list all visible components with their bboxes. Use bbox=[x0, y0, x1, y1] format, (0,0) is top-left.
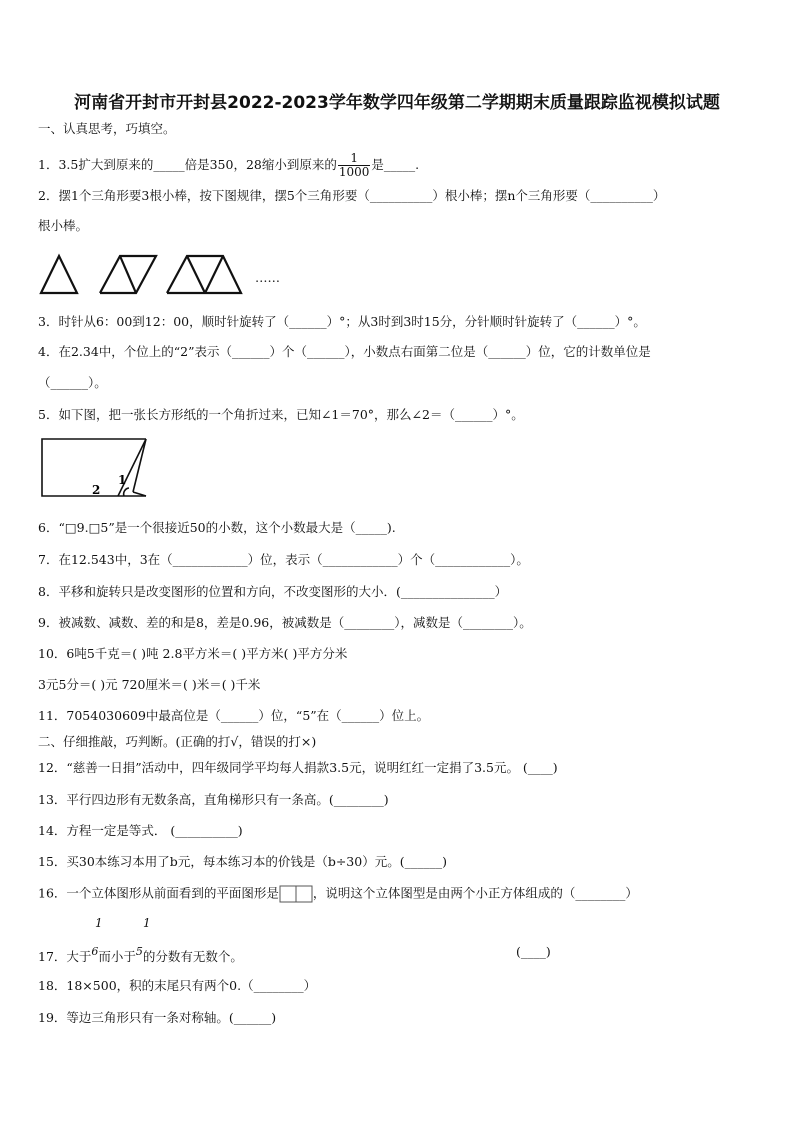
section-2-heading: 二、仔细推敲，巧判断。(正确的打√，错误的打×) bbox=[38, 734, 317, 749]
triangle-group-1 bbox=[41, 256, 77, 293]
question-6: 6．“□9.□5”是一个很接近50的小数，这个小数最大是（_____). bbox=[38, 520, 396, 535]
question-17-text-middle: 而小于 bbox=[98, 949, 136, 964]
two-squares-icon bbox=[279, 885, 313, 903]
question-9: 9．被减数、减数、差的和是8，差是0.96，被减数是（________），减数是（________）。 bbox=[38, 615, 532, 630]
question-12: 12．“慈善一日捐”活动中，四年级同学平均每人捐款3.5元，说明红红一定捐了3.5元。 (____) bbox=[38, 760, 558, 775]
question-7: 7．在12.543中，3在（____________）位，表示（____________）个（____________）。 bbox=[38, 552, 529, 567]
question-15: 15．买30本练习本用了b元，每本练习本的价钱是（b÷30）元。(______) bbox=[38, 854, 447, 869]
question-1-text-after: 是_____. bbox=[371, 157, 420, 172]
fold-line bbox=[118, 439, 146, 496]
question-4-line-2: （______）。 bbox=[38, 375, 107, 390]
ellipsis-dots: …… bbox=[255, 270, 280, 285]
question-16-text-after: ，说明这个立体图型是由两个小正方体组成的（________） bbox=[312, 885, 638, 901]
fraction-denominator: 1000 bbox=[338, 165, 370, 179]
question-3: 3．时针从6：00到12：00，顺时针旋转了（______）°；从3时到3时15分，分针顺时针旋转了（______）°。 bbox=[38, 314, 646, 329]
question-13: 13．平行四边形有无数条高，直角梯形只有一条高。(________) bbox=[38, 792, 389, 807]
fraction-1-6-numerator: 1 bbox=[95, 916, 103, 930]
question-17-text-after: 的分数有无数个。 bbox=[142, 949, 243, 964]
fraction-1-5-denominator: 5 bbox=[135, 945, 143, 958]
section-1-heading: 一、认真思考，巧填空。 bbox=[38, 121, 176, 136]
triangle-group-2 bbox=[100, 256, 156, 293]
triangle-sticks-figure bbox=[36, 250, 286, 298]
folded-paper-figure bbox=[38, 436, 158, 500]
question-1 bbox=[38, 152, 419, 179]
question-16 bbox=[38, 885, 638, 903]
question-19: 19．等边三角形只有一条对称轴。(______) bbox=[38, 1010, 277, 1025]
question-2-line-1: 2．摆1个三角形要3根小棒，按下图规律，摆5个三角形要（__________）根小棒；摆n个三角形要（__________） bbox=[38, 188, 666, 203]
angle-2-label: 2 bbox=[92, 483, 101, 497]
question-18: 18．18×500，积的末尾只有两个0.（________） bbox=[38, 978, 317, 993]
question-8: 8．平移和旋转只是改变图形的位置和方向，不改变图形的大小．(_______________） bbox=[38, 584, 508, 599]
question-10-line-1: 10．6吨5千克＝( )吨 2.8平方米＝( )平方米( )平方分米 bbox=[38, 646, 348, 661]
question-10-line-2: 3元5分＝( )元 720厘米＝( )米＝( )千米 bbox=[38, 677, 261, 692]
question-11: 11．7054030609中最高位是（______）位，“5”在（______）位上。 bbox=[38, 708, 430, 723]
question-2-line-2: 根小棒。 bbox=[38, 218, 89, 233]
page-title: 河南省开封市开封县2022-2023学年数学四年级第二学期期末质量跟踪监视模拟试题 bbox=[74, 93, 720, 113]
question-17-answer-blank: (____) bbox=[516, 944, 551, 959]
fraction-1-6-denominator: 6 bbox=[91, 945, 99, 958]
angle-2-arc bbox=[124, 488, 129, 496]
fraction-1-1000 bbox=[338, 152, 371, 179]
folded-edge bbox=[133, 439, 146, 492]
question-14: 14．方程一定是等式． (__________) bbox=[38, 823, 243, 838]
question-16-text-before: 16．一个立体图形从前面看到的平面图形是 bbox=[38, 885, 279, 901]
question-17 bbox=[38, 944, 243, 965]
fraction-numerator: 1 bbox=[338, 152, 371, 166]
triangle-group-3 bbox=[167, 256, 241, 293]
angle-1-label: 1 bbox=[118, 473, 127, 487]
question-4-line-1: 4．在2.34中，个位上的“2”表示（______）个（______），小数点右面第二位是（______）位，它的计数单位是 bbox=[38, 344, 651, 359]
question-17-text-before: 17．大于 bbox=[38, 949, 92, 964]
question-1-text-before: 1．3.5扩大到原来的_____倍是350，28缩小到原来的 bbox=[38, 157, 337, 172]
question-5: 5．如下图，把一张长方形纸的一个角折过来，已知∠1＝70°，那么∠2＝（______）°。 bbox=[38, 407, 524, 422]
fraction-1-5-numerator: 1 bbox=[143, 916, 151, 930]
